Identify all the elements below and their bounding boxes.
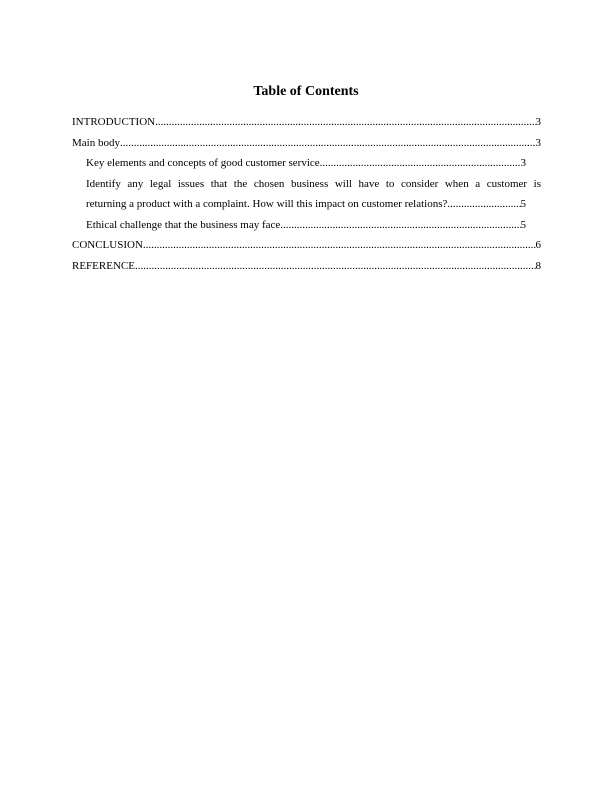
toc-entry-text: CONCLUSION	[72, 239, 143, 251]
toc-list	[72, 112, 541, 276]
toc-dot-leader	[447, 194, 520, 215]
toc-entry-conclusion[interactable]	[72, 235, 541, 256]
toc-dot-leader	[120, 133, 536, 154]
toc-page-number: 5	[520, 218, 526, 231]
toc-entry-text: REFERENCE	[72, 259, 135, 272]
toc-entry-reference[interactable]	[72, 256, 541, 277]
toc-entry-legal-issues[interactable]	[72, 174, 541, 215]
toc-entry-introduction[interactable]	[72, 112, 541, 133]
toc-dot-leader	[135, 256, 536, 277]
toc-page-number: 6	[535, 239, 541, 251]
toc-entry-main-body[interactable]	[72, 133, 541, 154]
toc-entry-text-line1: Identify any legal issues that the chosen business will have to consider when a customer is	[86, 177, 541, 190]
toc-entry-text: Main body	[72, 136, 120, 149]
toc-page-number: 3	[535, 116, 541, 128]
toc-entry-text: INTRODUCTION	[72, 116, 156, 128]
toc-page-number: 8	[535, 259, 541, 272]
toc-page-number: 3	[520, 157, 526, 169]
toc-dot-leader	[320, 153, 521, 174]
toc-dot-leader	[155, 112, 535, 133]
toc-page-number: 5	[520, 198, 526, 210]
toc-entry-ethical-challenge[interactable]	[72, 215, 541, 236]
toc-entry-key-elements[interactable]	[72, 153, 541, 174]
toc-page-number: 3	[535, 136, 541, 149]
toc-title: Table of Contents	[253, 84, 359, 99]
toc-dot-leader	[143, 235, 536, 256]
toc-entry-text: Key elements and concepts of good customer service	[86, 157, 320, 169]
toc-dot-leader	[280, 215, 520, 236]
toc-entry-text: Ethical challenge that the business may face	[86, 218, 281, 231]
toc-entry-text-line2: returning a product with a complaint. How will this impact on customer relations?	[86, 198, 448, 210]
